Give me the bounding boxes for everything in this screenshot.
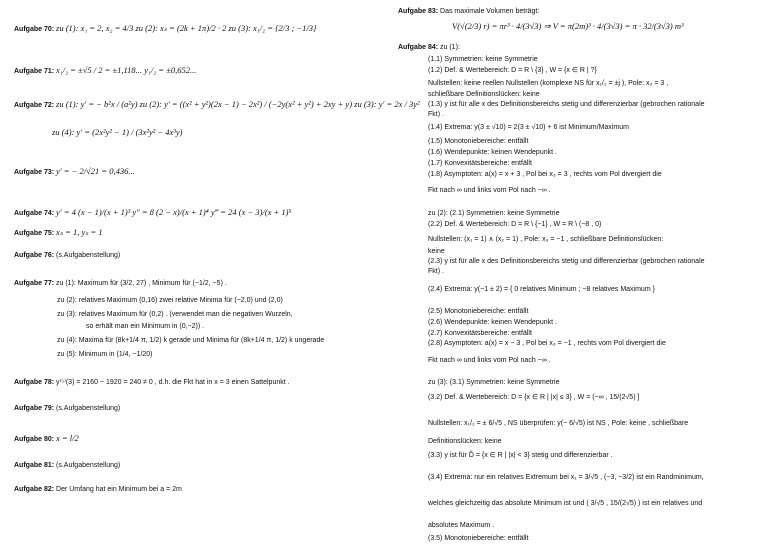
a84-2-8: (2.8) Asymptoten: a(x) = x − 3 , Pol bei x₃ = −1 , rechts vom Pol divergiert die (428, 340, 666, 347)
aufgabe-71: Aufgabe 71: x₁/₂ = ±√5 / 2 = ±1,118... y₁/₂ = ±0,652... (14, 65, 197, 75)
a84-2-3b: Fkt) . (428, 268, 444, 275)
a84-2-7: (2.7) Konvexitätsbereiche: entfällt (428, 330, 532, 337)
aufgabe-77-part4: zu (4): Maxima für (8k+1/4 π, 1/2) k gerade und Minima für (8k+1/4 π, 1/2) k ungerade (57, 337, 325, 344)
a84-3-4: (3.4) Extrema: nur ein relatives Extremum bei x₁ = 3/√5 , (−3, −3/2) ist ein Randminimum, (428, 474, 704, 481)
a84-2-8b: Fkt nach ∞ und links vom Pol nach −∞ . (428, 357, 551, 364)
a84-1-8b: Fkt nach ∞ und links vom Pol nach −∞ . (428, 187, 551, 194)
aufgabe-80: Aufgabe 80: x = l/2 (14, 433, 79, 443)
a84-2-3: (2.3) y ist für alle x des Definitionsbereichs stetig und differenzierbar (gebrochen rationale (428, 258, 705, 265)
a84-2-2: (2.2) Def. & Wertebereich: D = R \ {−1} , W = R \ (−8 , 0) (428, 221, 602, 228)
a84-3-1: zu (3): (3.1) Symmetrien: keine Symmetrie (428, 379, 560, 386)
aufgabe-77-part5: zu (5): Minimum in (1/4, −1/20) (57, 351, 153, 358)
a84-3-4c: absolutes Maximum . (428, 522, 495, 529)
aufgabe-75: Aufgabe 75: xₛ = 1, yₛ = 1 (14, 227, 103, 237)
aufgabe-79: Aufgabe 79: (s.Aufgabenstellung) (14, 405, 121, 412)
aufgabe-76: Aufgabe 76: (s.Aufgabenstellung) (14, 252, 121, 259)
a84-2-1: zu (2): (2.1) Symmetrien: keine Symmetrie (428, 210, 560, 217)
aufgabe-83: Aufgabe 83: Das maximale Volumen beträgt: (398, 8, 540, 15)
aufgabe-77-part3b: so erhält man ein Minimum in (0,−2)) . (86, 323, 205, 330)
a84-2-luecken: keine (428, 248, 445, 255)
aufgabe-72: Aufgabe 72: zu (1): y′ = − b²x / (a²y) zu (2): y′ = ((x² + y²)(2x − 1) − 2x²) / (−2y(x² + y²) + 2xy + y) zu (3): y′ = 2x / 3y² (14, 99, 420, 109)
aufgabe-78: Aufgabe 78: y⁽⁵⁾(3) = 2160 − 1920 = 240 ≠ 0 , d.h. die Fkt hat in x = 3 einen Sattelpunkt . (14, 379, 290, 386)
a84-1-6: (1.6) Wendepunkte: keinen Wendepunkt . (428, 149, 557, 156)
a84-1-7: (1.7) Konvexitätsbereiche: entfällt (428, 160, 532, 167)
a84-1-8: (1.8) Asymptoten: a(x) = x + 3 , Pol bei x₃ = 3 , rechts vom Pol divergiert die (428, 171, 662, 178)
a84-3-5: (3.5) Monotoniebereiche: entfällt (428, 535, 529, 542)
a84-2-4: (2.4) Extrema: y(−1 ± 2) = { 0 relatives Minimum ; −8 relatives Maximum } (428, 286, 655, 293)
aufgabe-72-part4: zu (4): y′ = (2x²y² − 1) / (3x²y² − 4x³y) (52, 127, 183, 137)
a84-2-6: (2.6) Wendepunkte: keinen Wendepunkt . (428, 319, 557, 326)
a84-1-4: (1.4) Extrema: y(3 ± √10) = 2(3 ± √10) + 6 ist Minimum/Maximum (428, 124, 629, 131)
aufgabe-77-part2: zu (2): relatives Maximum (0,16) zwei relative Minima für (−2,0) und (2,0) (57, 297, 283, 304)
aufgabe-83-formula: V(√(2/3) r) = πr³ · 4/(3√3) ⇒ V = π(2m)³ · 4/(3√3) = π · 32/(3√3) m³ (452, 21, 684, 31)
a84-1-2: (1.2) Def. & Wertebereich: D = R \ {3} , W = {x ∈ R | ?} (428, 67, 597, 74)
a84-3-3: (3.3) y ist für D̃ = {x ∈ R | |x| < 3} stetig und differenzierbar . (428, 452, 613, 459)
aufgabe-77: Aufgabe 77: zu (1): Maximum für (3/2, 27) , Minimum für (−1/2, −5) . (14, 280, 227, 287)
aufgabe-74: Aufgabe 74: y′ = 4 (x − 1)/(x + 1)³ y″ = 8 (2 − x)/(x + 1)⁴ y‴ = 24 (x − 3)/(x + 1)⁵ (14, 207, 292, 217)
aufgabe-84: Aufgabe 84: zu (1): (398, 44, 460, 51)
a84-1-luecken: schließbare Definitionslücken: keine (428, 91, 540, 98)
aufgabe-81: Aufgabe 81: (s.Aufgabenstellung) (14, 462, 121, 469)
a84-1-3b: Fkt) . (428, 111, 444, 118)
a84-3-luecken: Definitionslücken: keine (428, 438, 502, 445)
a84-2-5: (2.5) Monotoniebereiche: entfällt (428, 308, 529, 315)
aufgabe-77-part3: zu (3): relatives Maximum für (0,2) . (verwendet man die negativen Wurzeln, (57, 311, 293, 318)
a84-1-5: (1.5) Monotoniebereiche: entfällt (428, 138, 529, 145)
aufgabe-70: Aufgabe 70: zu (1): x₁ = 2, x₂ = 4/3 zu (2): xₛ = (2k + 1π)/2 · 2 zu (3): x₁/₂ = {2/3 ; −1/3} (14, 23, 317, 33)
a84-3-2: (3.2) Def. & Wertebereich: D = {x ∈ R | |x| ≤ 3} , W = (−∞ , 15/(2√5) ] (428, 394, 640, 401)
a84-2-nullstellen: Nullstellen: (x₁ = 1) ∧ (x₂ = 1) , Pole: x₃ = −1 , schließbare Definitionslücken: (428, 236, 664, 243)
a84-1-1: (1.1) Symmetrien: keine Symmetrie (428, 56, 538, 63)
a84-3-nullstellen: Nullstellen: x₁/₂ = ± 6/√5 , NS überprüfen: y(− 6/√5) ist NS , Pole: keine , schließbare (428, 420, 689, 427)
aufgabe-82: Aufgabe 82: Der Umfang hat ein Minimum bei a = 2m (14, 486, 182, 493)
a84-1-3: (1.3) y ist für alle x des Definitionsbereichs stetig und differenzierbar (gebrochen rationale (428, 101, 705, 108)
a84-1-nullstellen: Nullstellen: keine reellen Nullstellen (komplexe NS für x₁/₂ = ±j ), Pole: x₃ = 3 , (428, 80, 669, 87)
a84-3-4b: welches gleichzeitig das absolute Minimum ist und ( 3/√5 , 15/(2√5) ) ist ein relatives und (428, 500, 703, 507)
aufgabe-73: Aufgabe 73: y′ = − 2/√21 = 0,436... (14, 166, 135, 176)
